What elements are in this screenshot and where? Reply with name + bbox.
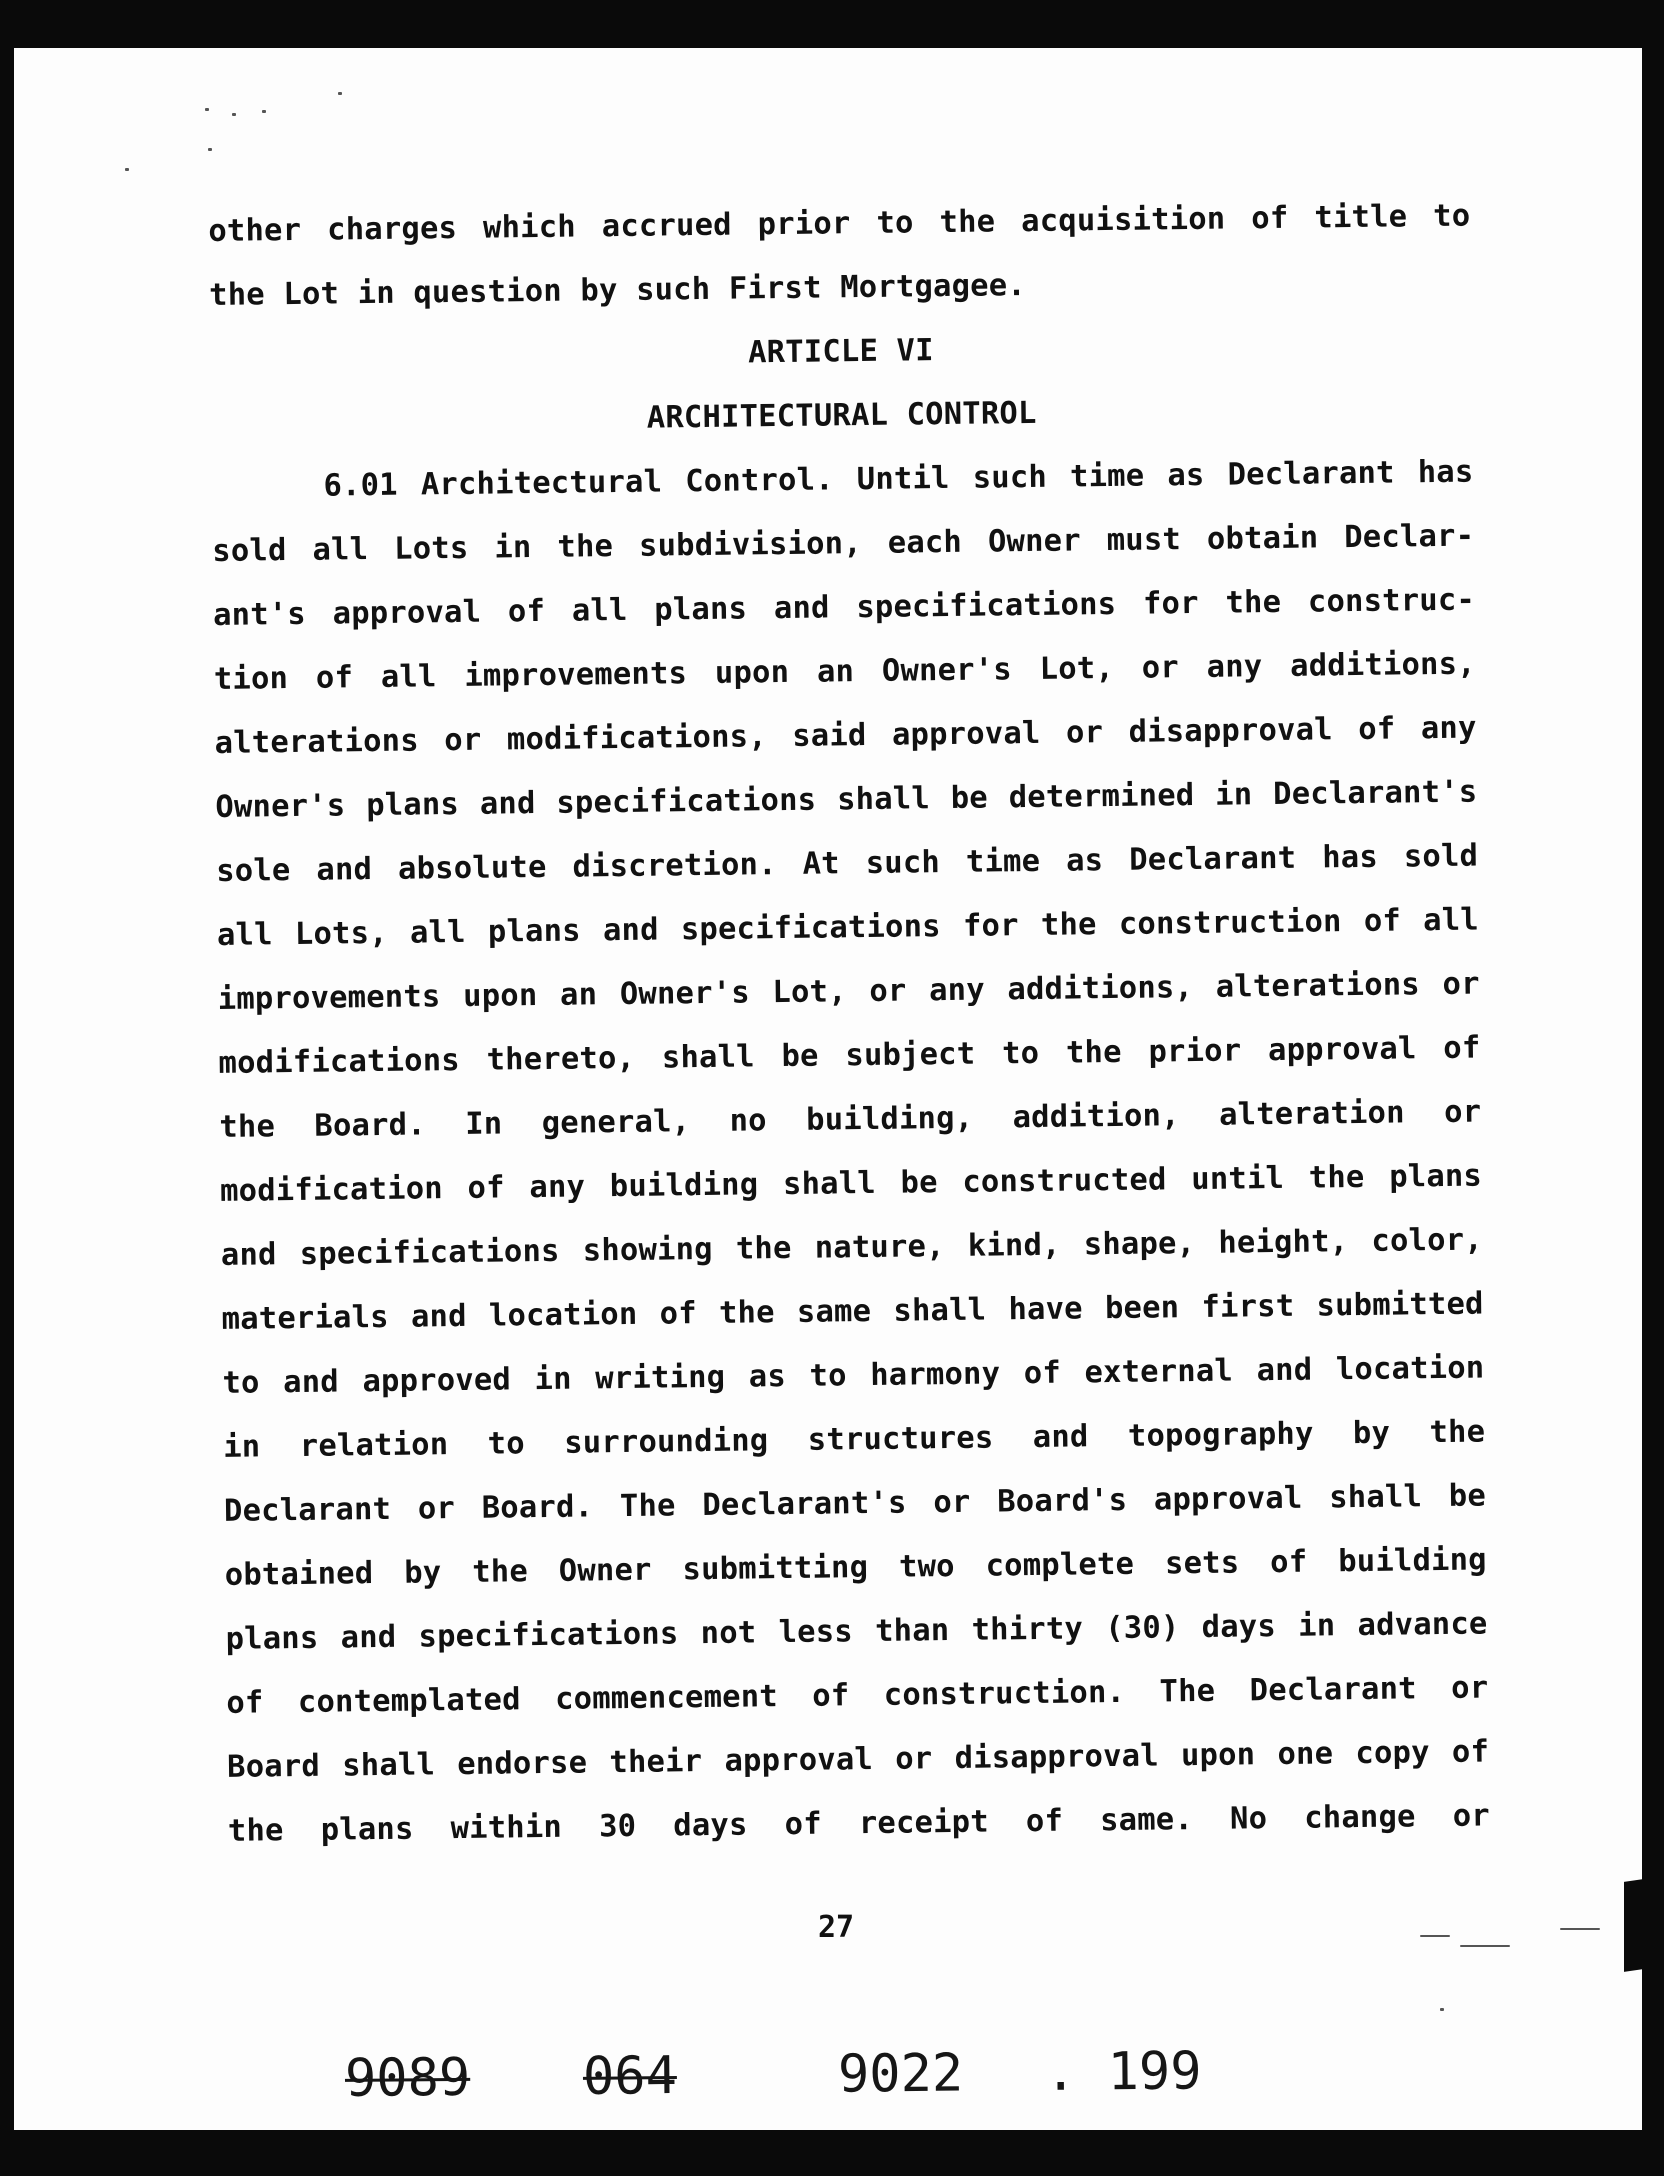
scan-speck — [1560, 1928, 1600, 1930]
page-number: 27 — [818, 1910, 855, 1945]
text-line: the Board. In general, no building, addition, alteration or — [219, 1094, 1482, 1145]
scan-speck — [125, 168, 129, 171]
text-line: to and approved in writing as to harmony of external and location — [222, 1350, 1485, 1401]
text-line: alterations or modifications, said approval or disapproval of any — [214, 710, 1477, 761]
bates-suffix: . 199 — [1044, 2041, 1202, 2103]
scan-speck — [208, 148, 212, 151]
text-line: Declarant or Board. The Declarant's or Board's approval shall be — [223, 1478, 1487, 1529]
text-line: obtained by the Owner submitting two complete sets of building — [224, 1542, 1487, 1593]
text-line: all Lots, all plans and specifications for the construction of all — [216, 902, 1480, 953]
bates-number — [345, 2041, 1246, 2119]
text-line: the Lot in question by such First Mortgagee. — [208, 268, 1027, 313]
text-line: other charges which accrued prior to the acquisition of title to — [208, 198, 1471, 249]
text-line: Board shall endorse their approval or disapproval upon one copy of — [226, 1734, 1490, 1785]
scan-speck — [338, 92, 342, 95]
scan-speck — [232, 113, 236, 116]
scan-speck — [1440, 2008, 1444, 2011]
bates-struck-number: 9089 — [344, 2047, 471, 2109]
scan-speck — [1460, 1945, 1510, 1947]
scan-speck — [262, 110, 266, 113]
scan-border-bottom — [0, 2130, 1664, 2176]
section-heading-line: 6.01 Architectural Control. Until such time as Declarant has — [323, 454, 1474, 504]
scan-speck — [1420, 1935, 1450, 1937]
scan-border-top — [0, 0, 1664, 48]
scan-border-right — [1642, 0, 1664, 2176]
text-line: ant's approval of all plans and specifications for the construc- — [212, 582, 1476, 633]
text-line: modifications thereto, shall be subject to the prior approval of — [218, 1030, 1481, 1081]
text-line: plans and specifications not less than thirty (30) days in advance — [225, 1606, 1488, 1657]
text-line: tion of all improvements upon an Owner's Lot, or any additions, — [213, 646, 1476, 697]
scan-border-notch — [1624, 1878, 1650, 1972]
text-line: improvements upon an Owner's Lot, or any additions, alterations or — [217, 966, 1480, 1017]
bates-struck-number: 064 — [582, 2046, 678, 2107]
text-line: sold all Lots in the subdivision, each Owner must obtain Declar- — [212, 518, 1475, 569]
text-line: modification of any building shall be constructed until the plans — [219, 1158, 1483, 1209]
bates-current-number: 9022 — [837, 2043, 964, 2105]
text-line: sole and absolute discretion. At such time as Declarant has sold — [215, 838, 1479, 889]
text-line: and specifications showing the nature, kind, shape, height, color, — [220, 1222, 1484, 1273]
scan-speck — [205, 108, 209, 111]
text-line: the plans within 30 days of receipt of same. No change or — [227, 1798, 1491, 1849]
scan-border-left — [0, 0, 14, 2176]
article-title: ARCHITECTURAL CONTROL — [646, 395, 1037, 436]
text-line: Owner's plans and specifications shall be determined in Declarant's — [215, 774, 1478, 825]
text-line: of contemplated commencement of construction. The Declarant or — [226, 1670, 1489, 1721]
text-line: in relation to surrounding structures and topography by the — [223, 1414, 1486, 1465]
text-line: materials and location of the same shall have been first submitted — [221, 1286, 1484, 1337]
article-heading: ARTICLE VI — [747, 333, 934, 371]
document-body — [208, 185, 1490, 1864]
